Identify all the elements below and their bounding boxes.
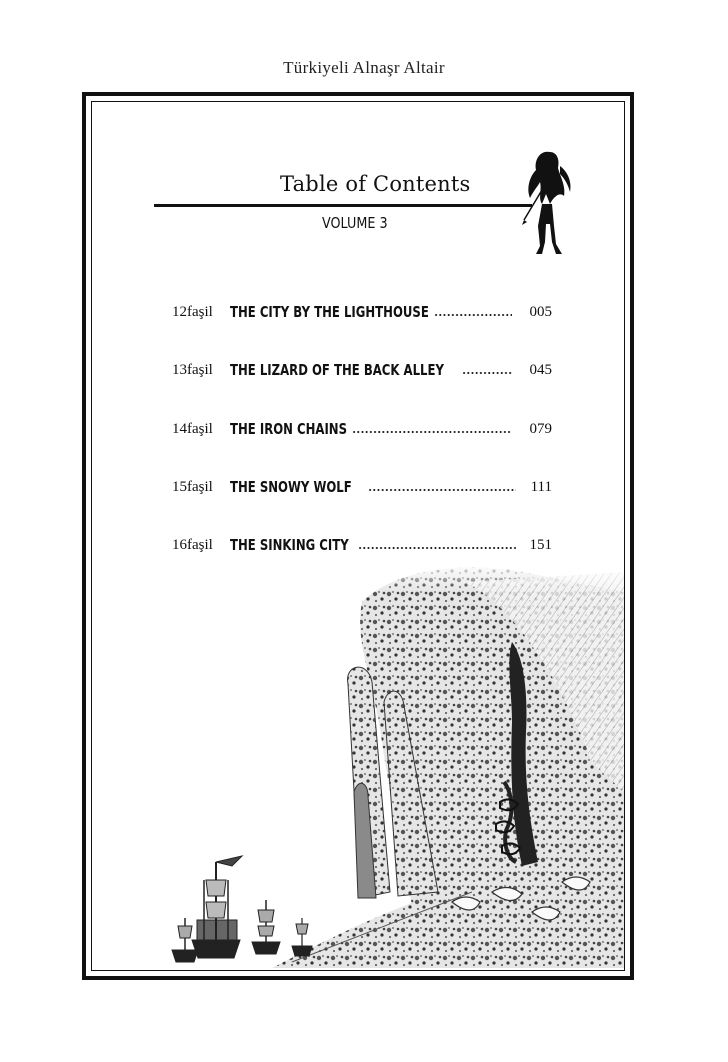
toc-leader-dots: [352, 431, 512, 433]
cliffs-and-ships-illustration: [92, 562, 624, 968]
toc-leader-dots: [434, 314, 512, 316]
toc-entry-title: THE SINKING CITY: [230, 536, 349, 554]
toc-entry-title: THE LIZARD OF THE BACK ALLEY: [230, 361, 444, 379]
toc-entry-title: THE SNOWY WOLF: [230, 478, 352, 496]
toc-entry-number: 15faşil: [172, 479, 213, 495]
toc-entry[interactable]: [172, 477, 552, 499]
page-header-title: Türkiyeli Alnaşr Altair: [283, 58, 445, 77]
toc-entry[interactable]: [172, 360, 552, 382]
toc-entry-title: THE CITY BY THE LIGHTHOUSE: [230, 303, 429, 321]
toc-entry-page: 151: [529, 537, 552, 553]
heading-rule: [154, 204, 532, 207]
toc-entry[interactable]: [172, 419, 552, 441]
toc-entry-page: 045: [529, 362, 552, 378]
page-frame-inner: [91, 101, 625, 971]
toc-entry-title: THE IRON CHAINS: [230, 420, 348, 438]
toc-entry[interactable]: [172, 302, 552, 324]
volume-label: VOLUME 3: [322, 214, 388, 232]
toc-leader-dots: [462, 372, 512, 374]
toc-leader-dots: [368, 489, 516, 491]
ship-illustration: [192, 856, 242, 958]
page-frame: [82, 92, 634, 980]
toc-leader-dots: [358, 547, 516, 549]
toc-entry[interactable]: [172, 535, 552, 557]
toc-entry-page: 005: [529, 304, 552, 320]
toc-entry-number: 14faşil: [172, 421, 213, 437]
toc-entry-page: 111: [530, 479, 552, 495]
toc-entry-page: 079: [529, 421, 552, 437]
warrior-figure-illustration: [520, 146, 576, 258]
toc-entry-number: 12faşil: [172, 304, 213, 320]
toc-heading: Table of Contents: [280, 172, 471, 196]
toc-entry-number: 16faşil: [172, 537, 213, 553]
toc-entry-number: 13faşil: [172, 362, 213, 378]
